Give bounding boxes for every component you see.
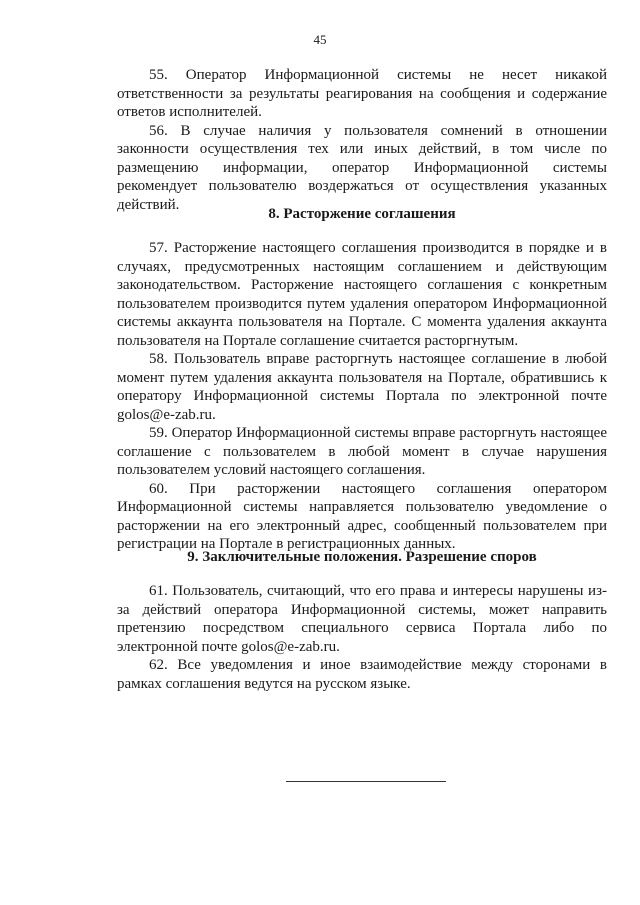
end-divider bbox=[286, 781, 446, 782]
paragraph-group-final bbox=[117, 582, 607, 693]
paragraph-55: 55. Оператор Информационной системы не несет никакой ответственности за результаты реагирования на сообщения и содержание ответов исполнителей. bbox=[117, 67, 607, 120]
paragraph-61: 61. Пользователь, считающий, что его права и интересы нарушены из-за действий оператора Информационной системы, может направить претензию посредством специального сервиса Портала либо по электронной почте golos@e-zab.ru. bbox=[117, 583, 607, 655]
paragraph-57: 57. Расторжение настоящего соглашения производится в порядке и в случаях, предусмотренных настоящим соглашением и действующим законодательством. Расторжение настоящего соглашения с конкретным пользователем производится путем удаления оператором Информационной системы аккаунта пользователя на Портале. С момента удаления аккаунта пользователя на Портале соглашение считается расторгнутым. bbox=[117, 240, 607, 349]
section-heading-9: 9. Заключительные положения. Разрешение споров bbox=[187, 549, 537, 565]
paragraph-60: 60. При расторжении настоящего соглашения оператором Информационной системы направляется пользователю уведомление о расторжении на его электронный адрес, сообщенный пользователем при регистрации на Портале в регистрационных данных. bbox=[117, 480, 607, 552]
paragraph-58: 58. Пользователь вправе расторгнуть настоящее соглашение в любой момент путем удаления аккаунта пользователя на Портале, обратившись к оператору Информационной системы Портала по электронной почте golos@e-zab.ru. bbox=[117, 351, 607, 423]
paragraph-56: 56. В случае наличия у пользователя сомнений в отношении законности осуществления тех или иных действий, в том числе по размещению информации, оператор Информационной системы рекомендует пользователю воздержаться от осуществления указанных действий. bbox=[117, 122, 607, 213]
paragraph-59: 59. Оператор Информационной системы вправе расторгнуть настоящее соглашение с пользователем в любой момент в случае нарушения пользователем условий настоящего соглашения. bbox=[117, 425, 607, 478]
paragraph-62: 62. Все уведомления и иное взаимодействие между сторонами в рамках соглашения ведутся на русском языке. bbox=[117, 657, 607, 692]
section-heading-8: 8. Расторжение соглашения bbox=[268, 206, 456, 222]
page-number: 45 bbox=[313, 32, 327, 47]
paragraph-group-top bbox=[117, 66, 607, 214]
paragraph-group-termination bbox=[117, 239, 607, 554]
